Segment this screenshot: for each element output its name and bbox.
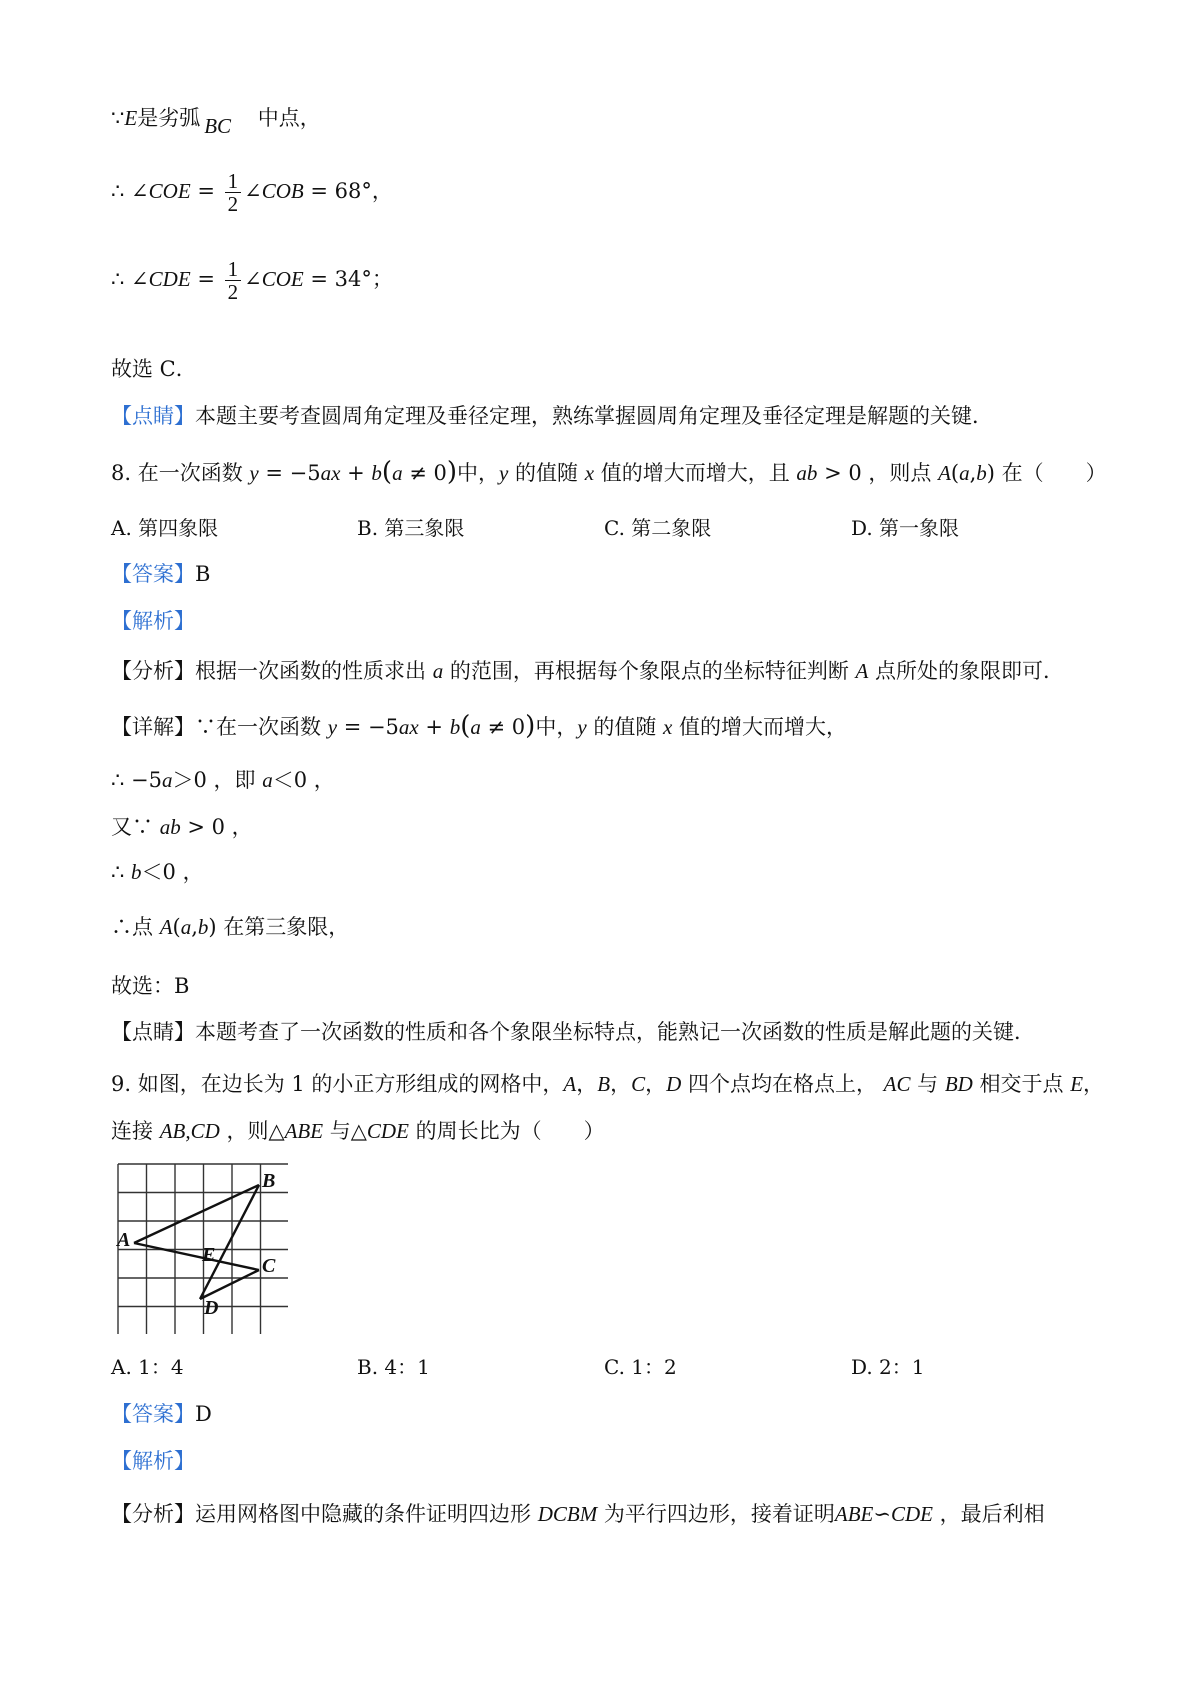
var-b: b bbox=[131, 860, 142, 884]
text: = −5 bbox=[337, 715, 399, 739]
comma: ， bbox=[645, 1072, 667, 1096]
text: 中点， bbox=[257, 106, 321, 130]
figure-segments bbox=[134, 1185, 259, 1299]
q8-stem bbox=[111, 458, 1107, 487]
grid-figure bbox=[112, 1160, 288, 1334]
paren: ( bbox=[172, 915, 181, 939]
q8-option-b: B. 第三象限 bbox=[357, 516, 465, 540]
value: = 34°； bbox=[303, 267, 393, 292]
text: 根据一次函数的性质求出 bbox=[195, 659, 433, 683]
var-y: y bbox=[577, 715, 587, 739]
text: = −5 bbox=[258, 461, 321, 485]
text: 值的增大而增大， bbox=[672, 715, 848, 739]
text: ∴ bbox=[111, 860, 132, 884]
comma: ， bbox=[610, 1072, 632, 1096]
label-e: E bbox=[202, 1244, 216, 1266]
dianjing-text: 本题考查了一次函数的性质和各个象限坐标特点，能熟记一次函数的性质是解此题的关键． bbox=[195, 1020, 1035, 1044]
text: + bbox=[418, 715, 450, 739]
var-b: b bbox=[371, 461, 382, 485]
angle-name: COB bbox=[261, 179, 304, 204]
denominator: 2 bbox=[227, 192, 239, 217]
line-angle-cde bbox=[111, 258, 393, 303]
text: 运用网格图中隐藏的条件证明四边形 bbox=[195, 1502, 538, 1526]
var-a: a bbox=[470, 715, 481, 739]
var-a: a bbox=[262, 768, 273, 792]
var-b: b bbox=[976, 461, 987, 485]
q8-dianjing bbox=[111, 1018, 1035, 1046]
var-D: D bbox=[666, 1072, 682, 1096]
arc-bc: BC bbox=[204, 114, 232, 138]
text: ＜0 ， bbox=[272, 768, 335, 792]
text: 中， bbox=[457, 461, 500, 485]
paren: ) bbox=[208, 915, 217, 939]
var-DCBM: DCBM bbox=[537, 1502, 598, 1526]
line-angle-coe bbox=[111, 170, 393, 215]
numerator: 1 bbox=[225, 258, 242, 281]
tag-xiangjie: 【详解】 bbox=[111, 715, 195, 739]
var-A: A bbox=[159, 915, 173, 939]
q8-fenxi bbox=[111, 657, 1064, 685]
q8-step-4 bbox=[111, 913, 349, 941]
text: + bbox=[340, 461, 372, 485]
tag-fenxi: 【分析】 bbox=[111, 1502, 195, 1526]
text: 值的增大而增大，且 bbox=[594, 461, 797, 485]
var-x: x bbox=[663, 715, 673, 739]
angle-symbol: ∠ bbox=[244, 179, 262, 204]
angle-symbol: ∠ bbox=[244, 267, 262, 292]
segment-bd bbox=[200, 1185, 259, 1299]
line-choose-c: 故选 C． bbox=[111, 357, 197, 381]
q8-analysis-tag bbox=[111, 607, 195, 635]
dianjing-text: 本题主要考查圆周角定理及垂径定理，熟练掌握圆周角定理及垂径定理是解题的关键． bbox=[195, 404, 993, 428]
because-symbol: ∵ bbox=[111, 106, 125, 130]
paren: ( bbox=[381, 457, 393, 487]
line-e-midpoint bbox=[111, 104, 321, 138]
text: ，最后利相 bbox=[932, 1502, 1045, 1526]
var-a: a bbox=[432, 659, 444, 683]
text: ≠ 0 bbox=[480, 715, 526, 739]
text: 相交于点 bbox=[972, 1072, 1071, 1096]
equals: = bbox=[190, 267, 222, 292]
var-a: a bbox=[959, 461, 970, 485]
equals: = bbox=[190, 179, 222, 204]
text: ∵在一次函数 bbox=[195, 715, 328, 739]
q8-choose: 故选：B bbox=[111, 974, 190, 998]
label-c: C bbox=[262, 1255, 276, 1277]
text: 与 bbox=[910, 1072, 945, 1096]
var-ABE: ABE bbox=[834, 1502, 874, 1526]
var-ab: ab bbox=[159, 815, 181, 839]
angle-name: COE bbox=[148, 179, 191, 204]
var-a: a bbox=[162, 768, 173, 792]
var-A: A bbox=[563, 1072, 577, 1096]
q8-answer bbox=[111, 560, 210, 588]
q8-option-a: A. 第四象限 bbox=[111, 516, 219, 540]
var-a: a bbox=[392, 461, 403, 485]
text: 的值随 bbox=[586, 715, 664, 739]
q9-option-d: D. 2：1 bbox=[851, 1355, 925, 1379]
text: ，则△ bbox=[219, 1119, 285, 1143]
answer-value: B bbox=[195, 562, 211, 586]
var-ab-cd: AB,CD bbox=[159, 1119, 220, 1143]
tag-dianjing: 【点睛】 bbox=[111, 1020, 195, 1044]
answer-value: D bbox=[195, 1402, 212, 1426]
tag-analysis: 【解析】 bbox=[111, 1449, 195, 1473]
tag-answer: 【答案】 bbox=[111, 562, 195, 586]
comma: ， bbox=[576, 1072, 598, 1096]
var-ab: ab bbox=[796, 461, 818, 485]
angle-name: COE bbox=[261, 267, 304, 292]
tag-fenxi: 【分析】 bbox=[111, 659, 195, 683]
text: ＞0 ，即 bbox=[172, 768, 263, 792]
text: 8. 在一次函数 bbox=[111, 461, 250, 485]
var-x: x bbox=[584, 461, 595, 485]
var-ax: ax bbox=[398, 715, 419, 739]
comma: , bbox=[191, 915, 198, 939]
tag-analysis: 【解析】 bbox=[111, 609, 195, 633]
denominator: 2 bbox=[227, 280, 239, 305]
paren: ( bbox=[950, 461, 960, 485]
text: > 0 ， bbox=[180, 815, 253, 839]
similar-symbol: ∽ bbox=[873, 1502, 891, 1526]
var-A: A bbox=[855, 659, 869, 683]
text: 连接 bbox=[111, 1119, 160, 1143]
text: 在（ ） bbox=[995, 461, 1107, 485]
q9-option-b: B. 4：1 bbox=[357, 1355, 430, 1379]
text: ∴点 bbox=[111, 915, 160, 939]
paren: ( bbox=[460, 711, 471, 741]
q8-option-c: C. 第二象限 bbox=[604, 516, 712, 540]
var-y: y bbox=[249, 461, 259, 485]
q8-step-1 bbox=[111, 766, 335, 794]
q9-analysis-tag bbox=[111, 1447, 195, 1475]
text: ∴ −5 bbox=[111, 768, 162, 792]
segment-ac bbox=[134, 1243, 259, 1270]
segment-ab bbox=[134, 1185, 259, 1243]
var-CDE: CDE bbox=[366, 1119, 409, 1143]
line-dianjing-7 bbox=[111, 402, 993, 430]
var-C: C bbox=[631, 1072, 646, 1096]
var-B: B bbox=[597, 1072, 611, 1096]
var-b: b bbox=[449, 715, 461, 739]
text: 四个点均在格点上， bbox=[681, 1072, 884, 1096]
q9-option-c: C. 1：2 bbox=[604, 1355, 677, 1379]
var-y: y bbox=[327, 715, 338, 739]
text: 的周长比为（ ） bbox=[408, 1119, 605, 1143]
text: 是劣弧 bbox=[137, 106, 201, 130]
fraction-half bbox=[225, 258, 242, 303]
paren: ) bbox=[525, 711, 536, 741]
text: 在第三象限， bbox=[216, 915, 350, 939]
tag-dianjing: 【点睛】 bbox=[111, 404, 195, 428]
var-A: A bbox=[938, 461, 951, 485]
angle-name: CDE bbox=[148, 267, 191, 292]
q8-xiangjie bbox=[111, 712, 847, 741]
var-y: y bbox=[499, 461, 509, 485]
text: > 0 ，则点 bbox=[817, 461, 939, 485]
q9-answer bbox=[111, 1400, 212, 1428]
paren: ) bbox=[446, 457, 458, 487]
label-d: D bbox=[204, 1297, 219, 1319]
therefore-angle: ∴ ∠ bbox=[111, 267, 149, 292]
q8-step-3 bbox=[111, 858, 204, 886]
text: 的范围，再根据每个象限点的坐标特征判断 bbox=[443, 659, 856, 683]
q8-step-2 bbox=[111, 813, 253, 841]
text: ＜0 ， bbox=[141, 860, 204, 884]
q9-stem-line1 bbox=[111, 1070, 1104, 1098]
comma: , bbox=[969, 461, 977, 485]
label-a: A bbox=[117, 1229, 131, 1251]
text: 的值随 bbox=[508, 461, 585, 485]
var-E: E bbox=[1070, 1072, 1084, 1096]
q9-fenxi bbox=[111, 1500, 1045, 1528]
text: 与△ bbox=[323, 1119, 367, 1143]
tag-answer: 【答案】 bbox=[111, 1402, 195, 1426]
var-CDE: CDE bbox=[890, 1502, 933, 1526]
fraction-half bbox=[225, 170, 242, 215]
value: = 68°， bbox=[303, 179, 393, 204]
var-b: b bbox=[197, 915, 209, 939]
var-ABE: ABE bbox=[284, 1119, 324, 1143]
text: ， bbox=[1083, 1072, 1105, 1096]
paren: ) bbox=[986, 461, 995, 485]
q9-stem-line2 bbox=[111, 1117, 605, 1145]
q9-option-a: A. 1：4 bbox=[111, 1355, 184, 1379]
text: 为平行四边形，接着证明 bbox=[597, 1502, 835, 1526]
text: 9. 如图，在边长为 1 的小正方形组成的网格中， bbox=[111, 1072, 564, 1096]
var-a: a bbox=[180, 915, 192, 939]
text: 又∵ bbox=[111, 815, 160, 839]
label-b: B bbox=[262, 1170, 276, 1192]
therefore-angle: ∴ ∠ bbox=[111, 179, 149, 204]
q8-option-d: D. 第一象限 bbox=[851, 516, 960, 540]
var-AC: AC bbox=[883, 1072, 911, 1096]
text: ≠ 0 bbox=[402, 461, 447, 485]
numerator: 1 bbox=[225, 170, 242, 193]
var-BD: BD bbox=[944, 1072, 973, 1096]
text: 中， bbox=[535, 715, 578, 739]
var-ax: ax bbox=[320, 461, 341, 485]
text: 点所处的象限即可． bbox=[868, 659, 1065, 683]
var-e: E bbox=[124, 106, 138, 130]
